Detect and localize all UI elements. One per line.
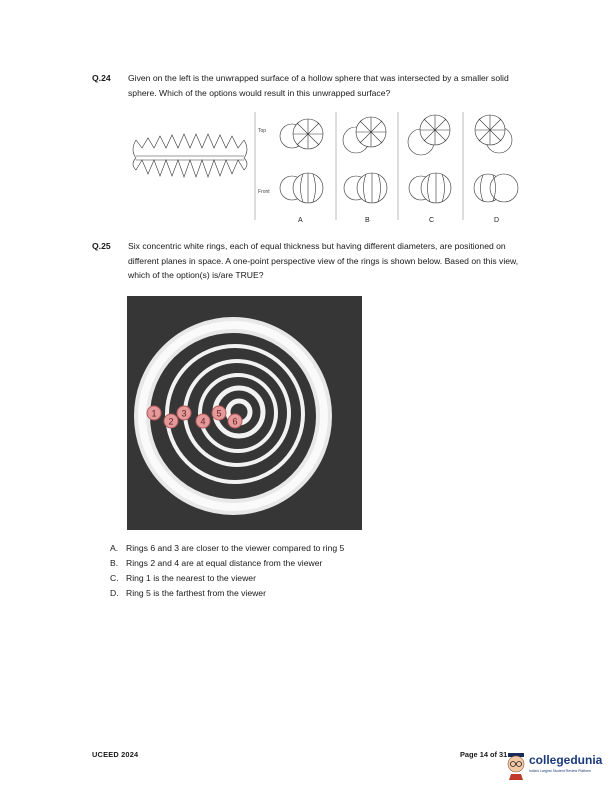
option-b-drawing [343, 117, 387, 203]
ring-marker-5 [212, 406, 226, 420]
svg-text:4: 4 [200, 416, 206, 427]
svg-text:6: 6 [232, 416, 238, 427]
option-d-drawing [474, 115, 518, 202]
svg-text:1: 1 [151, 408, 157, 419]
option-c-drawing [408, 115, 451, 203]
ring-marker-4 [196, 414, 210, 428]
concentric-rings-image [127, 296, 362, 530]
footer-exam-name: UCEED 2024 [92, 750, 139, 759]
logo-name: collegedunia [529, 753, 603, 767]
option-letter: C. [110, 573, 119, 583]
ring-marker-3 [177, 406, 191, 420]
option-label-d: D [494, 217, 500, 224]
q25-options [110, 541, 344, 601]
question-number: Q.25 [92, 241, 111, 251]
question-number: Q.24 [92, 73, 111, 83]
option-letter: A. [110, 543, 119, 553]
option-text: Ring 5 is the farthest from the viewer [126, 588, 266, 598]
svg-text:3: 3 [181, 408, 187, 419]
q24-figure [128, 108, 528, 228]
page-number: Page 14 of 31 [460, 750, 508, 759]
logo-tagline: India's Largest Student Review Platform [529, 769, 592, 773]
option-letter: B. [110, 558, 119, 568]
option-c [110, 571, 344, 586]
option-a [110, 541, 344, 556]
question-25 [92, 239, 519, 280]
mascot-icon [505, 750, 529, 780]
question-text: Given on the left is the unwrapped surface of a hollow sphere that was intersected by a smaller solid sphere. Which of the options would result in this unwrapped surface? [128, 73, 509, 98]
row-label-front: Front [258, 189, 270, 195]
collegedunia-logo [505, 750, 609, 782]
ring-marker-6 [228, 414, 242, 428]
option-label-b: B [365, 217, 370, 224]
unwrapped-surface-figure [133, 134, 247, 177]
option-text: Ring 1 is the nearest to the viewer [126, 573, 256, 583]
option-label-a: A [298, 217, 303, 224]
option-label-c: C [429, 217, 435, 224]
option-a-drawing [280, 119, 323, 203]
option-text: Rings 6 and 3 are closer to the viewer compared to ring 5 [126, 543, 345, 553]
question-24 [92, 71, 509, 98]
option-letter: D. [110, 588, 119, 598]
question-text: Six concentric white rings, each of equal thickness but having different diameters, are positioned on different planes in space. A one-point perspective view of the rings is shown below. Based on this view, which of the option(s) is/are TRUE? [128, 241, 519, 280]
option-b [110, 556, 344, 571]
ring-marker-2 [164, 414, 178, 428]
option-d [110, 586, 344, 601]
row-label-top: Top [258, 128, 267, 134]
svg-text:5: 5 [216, 408, 222, 419]
svg-text:2: 2 [168, 416, 174, 427]
ring-marker-1 [147, 406, 161, 420]
option-text: Rings 2 and 4 are at equal distance from the viewer [126, 558, 323, 568]
